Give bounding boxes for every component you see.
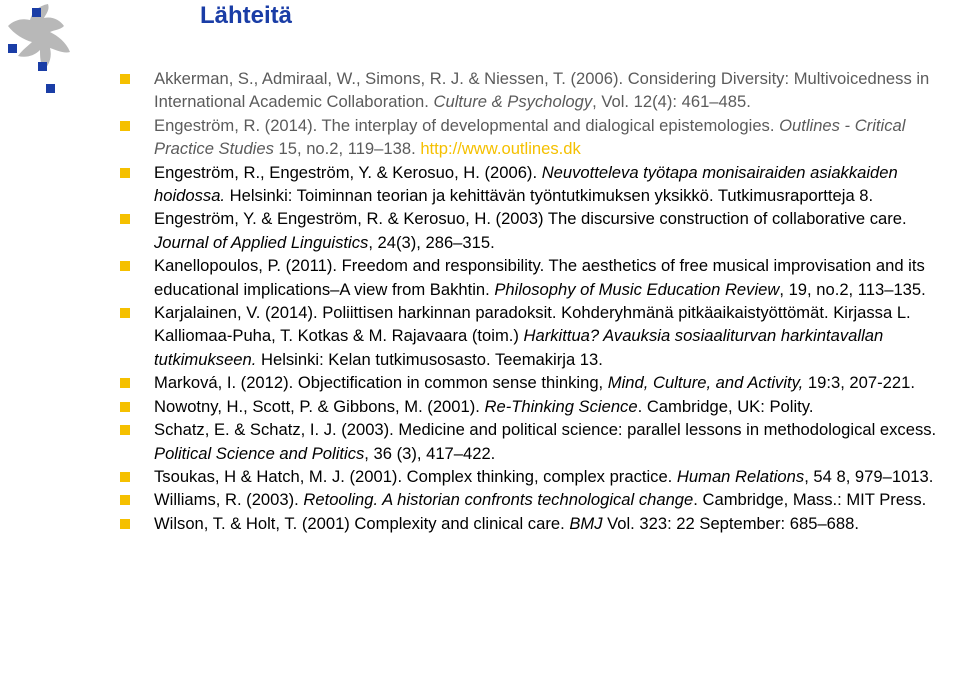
reference-item <box>120 114 960 161</box>
reference-text: , 24(3), 286–315. <box>368 232 495 252</box>
reference-italic-title: Human Relations <box>676 466 805 486</box>
bullet-square-icon <box>120 74 130 84</box>
reference-text: 15, no.2, 119–138. <box>273 139 421 159</box>
logo-square <box>46 84 55 93</box>
reference-italic-title: Neuvotteleva työtapa monisairaiden asiakkaiden hoidossa. <box>154 162 898 206</box>
logo-square <box>38 62 47 71</box>
reference-text: Karjalainen, V. (2014). Poliittisen harkinnan paradoksit. Kohderyhmänä pitkäaikaistyöttömät. Kirjassa L. Kalliomaa-Puha, T. Kotkas & M. Rajavaara (toim.) <box>154 303 911 346</box>
reference-italic-title: Philosophy of Music Education Review <box>494 279 780 299</box>
reference-italic-title: Political Science and Politics <box>154 443 365 463</box>
reference-text: , Vol. 12(4): 461–485. <box>592 92 751 112</box>
bullet-square-icon <box>120 425 130 435</box>
reference-item <box>120 395 960 418</box>
reference-text: Kanellopoulos, P. (2011). Freedom and responsibility. The aesthetics of free musical improvisation and its educational implications–A view from Bakhtin. <box>154 256 925 299</box>
reference-text: Nowotny, H., Scott, P. & Gibbons, M. (2001). <box>154 396 485 416</box>
reference-italic-title: Retooling. A historian confronts technological change <box>303 490 694 510</box>
reference-text: , 19, no.2, 113–135. <box>779 279 926 299</box>
reference-item <box>120 67 960 114</box>
reference-item <box>120 161 960 208</box>
reference-italic-title: Journal of Applied Linguistics <box>154 232 369 252</box>
reference-italic-title: Mind, Culture, and Activity, <box>607 373 804 393</box>
reference-item <box>120 418 960 465</box>
bullet-square-icon <box>120 495 130 505</box>
helsinki-university-logo-icon <box>0 0 80 100</box>
page-title: Lähteitä <box>200 2 293 29</box>
reference-text: Engeström, Y. & Engeström, R. & Kerosuo, H. (2003) The discursive construction of collaborative care. <box>154 209 907 229</box>
reference-text: Marková, I. (2012). Objectification in common sense thinking, <box>154 373 608 393</box>
bullet-square-icon <box>120 261 130 271</box>
reference-item <box>120 207 960 254</box>
reference-item <box>120 465 960 488</box>
bullet-square-icon <box>120 472 130 482</box>
reference-item <box>120 254 960 301</box>
bullet-square-icon <box>120 214 130 224</box>
reference-text: Williams, R. (2003). <box>154 490 304 510</box>
reference-italic-title: Re-Thinking Science <box>484 396 638 416</box>
reference-text: Helsinki: Toiminnan teorian ja kehittävän työntutkimuksen yksikkö. Tutkimusraportteja 8. <box>225 186 874 206</box>
bullet-square-icon <box>120 308 130 318</box>
reference-text: Helsinki: Kelan tutkimusosasto. Teemakirja 13. <box>256 349 603 369</box>
reference-text: Engeström, R., Engeström, Y. & Kerosuo, H. (2006). <box>154 162 542 182</box>
reference-text: Akkerman, S., Admiraal, W., Simons, R. J. & Niessen, T. (2006). Considering Diversity: Multivoicedness in International Academic Collaboration. <box>154 69 930 112</box>
logo-square <box>32 8 41 17</box>
reference-text: , 54 8, 979–1013. <box>804 466 934 486</box>
reference-text: Wilson, T. & Holt, T. (2001) Complexity and clinical care. <box>154 513 570 533</box>
reference-text: Vol. 323: 22 September: 685–688. <box>602 513 859 533</box>
reference-text: Schatz, E. & Schatz, I. J. (2003). Medicine and political science: parallel lessons in methodological excess. <box>154 420 937 440</box>
reference-text: Engeström, R. (2014). The interplay of developmental and dialogical epistemologies. <box>154 115 780 135</box>
reference-text: . Cambridge, Mass.: MIT Press. <box>693 490 927 510</box>
reference-italic-title: Outlines - Critical Practice Studies <box>154 115 906 159</box>
reference-italic-title: BMJ <box>569 513 603 533</box>
reference-text: , 36 (3), 417–422. <box>364 443 496 463</box>
reference-list <box>120 67 960 535</box>
reference-italic-title: Culture & Psychology <box>433 92 593 112</box>
reference-link[interactable]: http://www.outlines.dk <box>420 139 581 159</box>
bullet-square-icon <box>120 519 130 529</box>
bullet-square-icon <box>120 402 130 412</box>
reference-item <box>120 371 960 394</box>
bullet-square-icon <box>120 168 130 178</box>
reference-item <box>120 301 960 371</box>
reference-item <box>120 488 960 511</box>
reference-italic-title: Harkittua? Avauksia sosiaaliturvan harkintavallan tutkimukseen. <box>154 326 884 369</box>
reference-item <box>120 512 960 535</box>
reference-text: . Cambridge, UK: Polity. <box>637 396 814 416</box>
bullet-square-icon <box>120 121 130 131</box>
logo-square <box>8 44 17 53</box>
reference-text: 19:3, 207-221. <box>803 373 915 393</box>
reference-text: Tsoukas, H & Hatch, M. J. (2001). Complex thinking, complex practice. <box>154 466 677 486</box>
bullet-square-icon <box>120 378 130 388</box>
